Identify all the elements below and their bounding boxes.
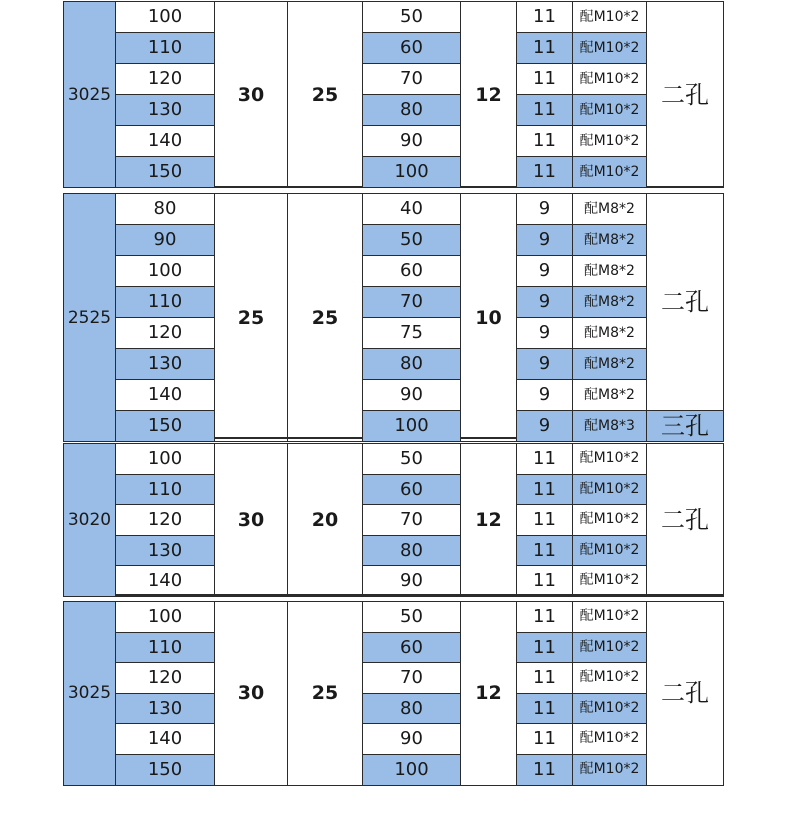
bolt-spec-cell: 配M10*2 [573,632,647,663]
bolt-spec-cell: 配M10*2 [573,535,647,566]
hole-diameter-cell: 11 [517,505,573,536]
hole-diameter-cell: 9 [517,411,573,442]
hole-diameter-cell: 11 [517,474,573,505]
dimension-d-cell: 80 [363,349,461,380]
bolt-spec-cell: 配M10*2 [573,754,647,785]
hole-diameter-cell: 11 [517,632,573,663]
bolt-spec-cell: 配M10*2 [573,693,647,724]
length-cell: 140 [116,380,215,411]
length-cell: 130 [116,349,215,380]
dimension-b-cell: 25 [288,194,363,442]
bolt-spec-cell: 配M10*2 [573,444,647,475]
bolt-spec-cell: 配M10*2 [573,126,647,157]
length-cell: 140 [116,724,215,755]
length-cell: 100 [116,2,215,33]
model-code-cell: 3020 [64,444,116,597]
dimension-c-cell: 12 [461,2,517,188]
table-row [64,318,724,349]
hole-diameter-cell: 11 [517,754,573,785]
table-row [64,2,724,33]
table-row [64,33,724,64]
table-row [64,194,724,225]
hole-diameter-cell: 11 [517,33,573,64]
bolt-spec-cell: 配M10*2 [573,2,647,33]
length-cell: 110 [116,474,215,505]
dimension-c-cell: 10 [461,194,517,442]
table-row [64,380,724,411]
table-row [64,754,724,785]
dimension-d-cell: 50 [363,444,461,475]
length-cell: 140 [116,126,215,157]
bolt-spec-cell: 配M10*2 [573,566,647,597]
length-cell: 120 [116,663,215,694]
length-cell: 110 [116,33,215,64]
dimension-d-cell: 50 [363,2,461,33]
bolt-spec-cell: 配M10*2 [573,724,647,755]
dimension-d-cell: 70 [363,64,461,95]
hole-count-cell: 二孔 [647,2,724,188]
bolt-spec-cell: 配M8*2 [573,349,647,380]
dimension-d-cell: 80 [363,535,461,566]
length-cell: 140 [116,566,215,597]
hole-diameter-cell: 9 [517,256,573,287]
length-cell: 110 [116,632,215,663]
dimension-d-cell: 70 [363,287,461,318]
length-cell: 130 [116,95,215,126]
dimension-d-cell: 50 [363,602,461,633]
length-cell: 100 [116,256,215,287]
table-row [64,693,724,724]
bolt-spec-cell: 配M8*2 [573,318,647,349]
hole-diameter-cell: 9 [517,349,573,380]
table-row [64,349,724,380]
bolt-spec-cell: 配M10*2 [573,95,647,126]
bolt-spec-cell: 配M8*3 [573,411,647,442]
dimension-d-cell: 60 [363,33,461,64]
bolt-spec-cell: 配M10*2 [573,64,647,95]
dimension-d-cell: 100 [363,411,461,442]
dimension-a-cell: 25 [215,194,288,442]
hole-diameter-cell: 9 [517,225,573,256]
dimension-d-cell: 60 [363,632,461,663]
table-row [64,505,724,536]
table-row [64,535,724,566]
spec-table [63,601,724,786]
dimension-a-cell: 30 [215,602,288,786]
hole-diameter-cell: 11 [517,663,573,694]
bolt-spec-cell: 配M10*2 [573,663,647,694]
spec-table [63,193,724,442]
bolt-spec-cell: 配M10*2 [573,474,647,505]
hole-diameter-cell: 11 [517,724,573,755]
table-row [64,287,724,318]
dimension-b-cell: 25 [288,602,363,786]
dimension-d-cell: 70 [363,505,461,536]
hole-count-cell: 二孔 [647,602,724,786]
length-cell: 150 [116,411,215,442]
dimension-c-cell: 12 [461,444,517,597]
hole-diameter-cell: 11 [517,602,573,633]
bolt-spec-cell: 配M8*2 [573,380,647,411]
hole-diameter-cell: 11 [517,157,573,188]
dimension-d-cell: 90 [363,724,461,755]
hole-diameter-cell: 11 [517,566,573,597]
model-code-cell: 3025 [64,602,116,786]
dimension-b-cell: 20 [288,444,363,597]
bolt-spec-cell: 配M8*2 [573,194,647,225]
bolt-spec-cell: 配M10*2 [573,33,647,64]
model-code-cell: 2525 [64,194,116,442]
dimension-d-cell: 60 [363,256,461,287]
table-row [64,724,724,755]
hole-diameter-cell: 9 [517,380,573,411]
table-row [64,444,724,475]
table-row [64,64,724,95]
spec-table [63,443,724,597]
length-cell: 150 [116,754,215,785]
length-cell: 100 [116,602,215,633]
hole-count-cell: 二孔 [647,194,724,411]
hole-diameter-cell: 9 [517,318,573,349]
bolt-spec-cell: 配M10*2 [573,157,647,188]
hole-count-cell: 二孔 [647,444,724,597]
spec-block-3025 [63,601,723,786]
spec-block-2525 [63,193,723,442]
dimension-d-cell: 90 [363,380,461,411]
dimension-d-cell: 75 [363,318,461,349]
bolt-spec-cell: 配M10*2 [573,505,647,536]
table-row [64,566,724,597]
dimension-d-cell: 50 [363,225,461,256]
spec-block-3025 [63,1,723,188]
dimension-d-cell: 80 [363,693,461,724]
hole-diameter-cell: 11 [517,2,573,33]
bolt-spec-cell: 配M8*2 [573,225,647,256]
hole-diameter-cell: 11 [517,95,573,126]
dimension-a-cell: 30 [215,444,288,597]
bolt-spec-cell: 配M8*2 [573,287,647,318]
dimension-c-cell: 12 [461,602,517,786]
dimension-d-cell: 80 [363,95,461,126]
model-code-cell: 3025 [64,2,116,188]
hole-diameter-cell: 11 [517,64,573,95]
hole-diameter-cell: 9 [517,194,573,225]
table-row [64,126,724,157]
table-row [64,663,724,694]
table-row [64,474,724,505]
dimension-d-cell: 40 [363,194,461,225]
length-cell: 120 [116,505,215,536]
length-cell: 120 [116,318,215,349]
table-row [64,157,724,188]
length-cell: 110 [116,287,215,318]
dimension-b-cell: 25 [288,2,363,188]
table-row [64,632,724,663]
table-row [64,602,724,633]
length-cell: 100 [116,444,215,475]
dimension-d-cell: 100 [363,157,461,188]
bolt-spec-cell: 配M10*2 [573,602,647,633]
hole-diameter-cell: 9 [517,287,573,318]
dimension-d-cell: 70 [363,663,461,694]
hole-diameter-cell: 11 [517,535,573,566]
table-row [64,225,724,256]
spec-block-3020 [63,443,723,597]
table-row [64,256,724,287]
dimension-d-cell: 100 [363,754,461,785]
length-cell: 120 [116,64,215,95]
length-cell: 90 [116,225,215,256]
dimension-d-cell: 60 [363,474,461,505]
dimension-d-cell: 90 [363,126,461,157]
length-cell: 130 [116,535,215,566]
length-cell: 80 [116,194,215,225]
table-row [64,411,724,442]
hole-count-cell: 三孔 [647,411,724,442]
hole-diameter-cell: 11 [517,126,573,157]
dimension-a-cell: 30 [215,2,288,188]
length-cell: 150 [116,157,215,188]
dimension-d-cell: 90 [363,566,461,597]
spec-table [63,1,724,188]
length-cell: 130 [116,693,215,724]
hole-diameter-cell: 11 [517,444,573,475]
bolt-spec-cell: 配M8*2 [573,256,647,287]
hole-diameter-cell: 11 [517,693,573,724]
table-row [64,95,724,126]
